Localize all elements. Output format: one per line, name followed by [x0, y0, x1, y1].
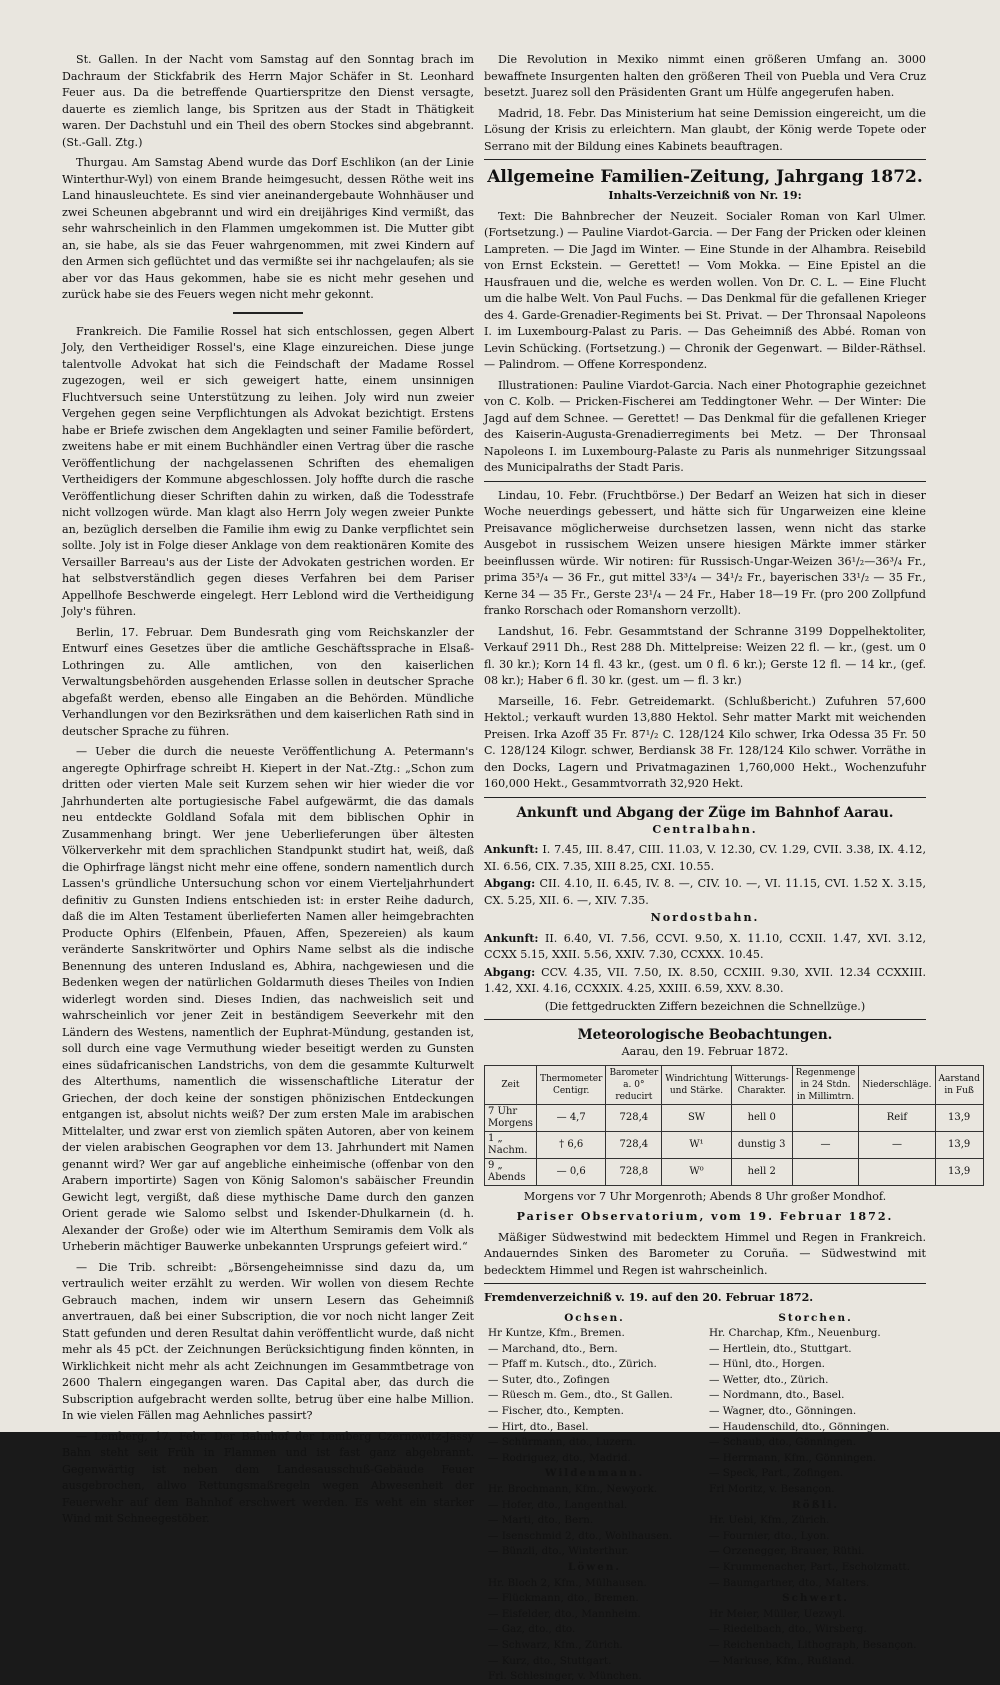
cell: — [792, 1131, 859, 1158]
centralbahn-heading: Centralbahn. [652, 822, 758, 836]
guest-entry: — Wetter, dto., Zürich. [709, 1373, 829, 1386]
cell: 728,4 [606, 1131, 662, 1158]
cell: W¹ [662, 1131, 732, 1158]
article-ophir: — Ueber die durch die neueste Veröffentlichung A. Petermann's angeregte Ophirfrage schreibt H. Kiepert in der Nat.-Ztg.: „Schon zum dritten oder vierten Male seit Kurzem sehen wir hier wieder die vor Jahrhunderten alte portugiesische Fabel aufgewärmt, die das damals neu entdeckte Goldland Sofala mit dem biblischen Ophir in Zusammenhang bringt. Wer jene Ueberlieferungen über ältesten Völkerverkehr mit dem sprachlichen Standpunkt studirt hat, weiß, daß die Ophirfrage längst nicht mehr eine offene, sondern namentlich durch Lassen's gründliche Untersuchung schon vor einem Vierteljahrhundert definitiv zu Gunsten Indiens entschieden ist: in erster Reihe dadurch, daß die im Alten Testament überlieferten Namen aller heimgebrachten Producte Ophirs (Elfenbein, Pfauen, Affen, Spezereien) als kaum veränderte Sanskritwörter und Ophirs Name selbst als die indische Benennung des unteren Indusland es, Abhira, nachgewiesen und die Bedenken wegen der natürlichen Goldarmuth dieses Theiles von Indien widerlegt worden sind. Dieses Indien, das nachweislich seit und wahrscheinlich vor jener Zeit in beständigem Seeverkehr mit den Ländern des Westens, namentlich der Euphrat-Mündung, gestanden ist, soll durch eine vage Vermuthung wieder beseitigt werden zu Gunsten eines südafricanischen Landstrichs, von dem die gesammte Kulturwelt des Alterthums, namentlich die wissenschaftliche Literatur der Griechen, der doch keine der sonstigen phönizischen Entdeckungen entgangen ist, absolut nichts weiß? Der zum ersten Male im arabischen Mittelalter, und zwar erst von ziemlich späten Autoren, aber von keinem der vielen arabischen Geographen vor dem 13. Jahrhundert mit Namen genannt wird? Wer gar auf angebliche einheimische (offenbar von den Arabern importirte) Sagen von König Salomon's sabäischer Freundin Gewicht legt, vergißt, daß diese mythische Dame durch den ganzen Orient gerade wie Salomo selbst und Iskender-Dhulkarnein (d. h. Alexander der Große) oder wie im Alterthum Semiramis dem Volk als Urheberin mächtiger Bauwerke unbekannten Ursprungs gefeiert wird.“ [62, 745, 474, 1253]
guest-entry: Hr. Uebi, Kfm., Zürich. [709, 1514, 830, 1527]
col-header: Regenmenge in 24 Stdn. in Millimtrn. [792, 1065, 859, 1104]
hotel-heading: Wildenmann. [544, 1467, 645, 1480]
section-divider [233, 312, 303, 314]
guest-entry: — Baumgartner, dto., Malters. [709, 1576, 870, 1589]
col-header: Barometer a. 0° reducirt [606, 1065, 662, 1104]
guest-entry: — Nordmann, dto., Basel. [709, 1389, 845, 1402]
guest-entry: — Rodriguez, dto., Madrid. [488, 1451, 631, 1464]
cell: — 4,7 [536, 1104, 606, 1131]
guest-entry: — Flückmann, dto., Bremen. [488, 1592, 639, 1605]
guest-entry: Frl. Schlesinger, v. München. [488, 1670, 642, 1683]
guest-entry: — Fournier, dto., Lyon. [709, 1529, 830, 1542]
fremden-list [484, 1311, 926, 1685]
paris-title: Pariser Observatorium, vom 19. Februar 1872. [516, 1210, 894, 1223]
cell: 13,9 [935, 1131, 983, 1158]
hotel-heading: Storchen. [778, 1311, 853, 1324]
hotel-heading: Ochsen. [564, 1311, 625, 1324]
guest-entry: Hr. Bloch 2, Kfm., Mülhausen. [488, 1576, 647, 1589]
guest-entry: — Schwarz, Kfm., Zürich. [488, 1638, 623, 1651]
guest-entry: — Riedelbach, dto., Wirsberg. [709, 1623, 867, 1636]
cell: Reif [859, 1104, 935, 1131]
col-header: Aarstand in Fuß [935, 1065, 983, 1104]
article-mexiko: Die Revolution in Mexiko nimmt einen größeren Umfang an. 3000 bewaffnete Insurgenten halten den größeren Theil von Puebla und Vera Cruz besetzt. Juarez soll den Präsidenten Grant um Hülfe angegerufen haben. [484, 53, 926, 99]
section-divider [484, 159, 926, 160]
fremden-column-left [484, 1311, 705, 1685]
familien-subtitle: Inhalts-Verzeichniß von Nr. 19: [608, 189, 802, 202]
train-times: I. 7.45, III. 8.47, CIII. 11.03, V. 12.30, CV. 1.29, CVII. 3.38, IX. 4.12, XI. 6.56, CIX. 7.35, XIII 8.25, CXI. 10.55. [484, 843, 926, 873]
guest-entry: — Markuse, Kfm., Rußland. [709, 1654, 855, 1667]
cell: SW [662, 1104, 732, 1131]
cell: † 6,6 [536, 1131, 606, 1158]
trains-note: (Die fettgedruckten Ziffern bezeichnen die Schnellzüge.) [544, 999, 866, 1013]
guest-entry: — Haudenschild, dto., Gönningen. [709, 1420, 890, 1433]
guest-entry: — Pfaff m. Kutsch., dto., Zürich. [488, 1358, 657, 1371]
guest-entry: — Herrmann, Kfm., Gönningen. [709, 1451, 876, 1464]
article-trib: — Die Trib. schreibt: „Börsengeheimnisse sind dazu da, um vertraulich weiter erzählt zu werden. Wir wollen von diesem Rechte Gebrauch machen, indem wir unsern Lesern das Geheimniß anvertrauen, daß bei einer Subscription, die vor noch nicht langer Zeit Statt gefunden und deren Resultat dahin veröffentlicht wurde, daß nicht mehr als 45 pCt. der Zeichnungen Berücksichtigung finden könnten, in Wirklichkeit nicht mehr als acht Zeichnungen im Gesammtbetrage von 2600 Thalern eingegangen waren. Das Capital aber, das durch die Subscription aufgebracht werden sollte, betrug über eine halbe Million. In wie vielen Fällen mag Aehnliches passirt? [62, 1260, 474, 1422]
train-row [484, 965, 926, 998]
right-column [484, 52, 980, 1685]
cell [792, 1158, 859, 1185]
col-header: Thermometer Centigr. [536, 1065, 606, 1104]
cell [792, 1104, 859, 1131]
market-landshut: Landshut, 16. Febr. Gesammtstand der Schranne 3199 Doppelhektoliter, Verkauf 2911 Dh., Rest 288 Dh. Mittelpreise: Weizen 22 fl. — kr., (gest. um 0 fl. 30 kr.); Korn 14 fl. 43 kr., (gest. um 0 fl. 6 kr.); Gerste 12 fl. — 14 kr., (gef. 08 kr.); Haber 6 fl. 30 kr. (gest. um — fl. 3 kr.) [484, 624, 926, 687]
guest-entry: — Hofer, dto., Langenthal. [488, 1498, 628, 1511]
article-berlin: Berlin, 17. Februar. Dem Bundesrath ging vom Reichskanzler der Entwurf eines Gesetzes über die amtliche Geschäftssprache in Elsaß-Lothringen zu. Alle amtlichen, von den kaiserlichen Verwaltungsbehörden ausgehenden Erlasse sollen in deutscher Sprache abgefaßt werden, ebenso alle Eingaben an die Behörden. Mündliche Verhandlungen vor den Bezirksräthen und dem kaiserlichen Rath sind in deutscher Sprache zu führen. [62, 625, 474, 738]
guest-entry: — Bünzli, dto., Winterthur. [488, 1545, 629, 1558]
cell: 13,9 [935, 1104, 983, 1131]
train-label: Abgang: [484, 877, 536, 890]
cell: 1 „ Nachm. [485, 1131, 537, 1158]
guest-entry: — Krummenacher, Part., Escholzmatt. [709, 1561, 910, 1573]
guest-entry: Hr. Charchap, Kfm., Neuenburg. [709, 1327, 881, 1340]
cell: 9 „ Abends [485, 1158, 537, 1185]
fremden-column-right [705, 1311, 926, 1685]
market-marseille: Marseille, 16. Febr. Getreidemarkt. (Schlußbericht.) Zufuhren 57,600 Hektol.; verkauft wurden 13,880 Hektol. Sehr matter Markt mit weichenden Preisen. Irka Azoff 35 Fr. 87¹/₂ C. 128/124 Kilo schwer, Irka Odessa 35 Fr. 50 C. 128/124 Kilogr. schwer, Berdiansk 38 Fr. 128/124 Kilo schwer. Vorräthe in den Docks, Lagern und Privatmagazinen 1,760,000 Hekt., Wochenzufuhr 160,000 Hekt., Gesammtvorrath 32,920 Hekt. [484, 694, 926, 790]
train-label: Ankunft: [484, 931, 539, 945]
col-header: Witterungs-Charakter. [731, 1065, 792, 1104]
col-header: Windrichtung und Stärke. [662, 1065, 732, 1104]
train-row [484, 842, 926, 875]
article-thurgau: Thurgau. Am Samstag Abend wurde das Dorf Eschlikon (an der Linie Winterthur-Wyl) von einem Brande heimgesucht, dessen Röthe weit ins Land hinausleuchtete. Es sind vier aneinandergebaute Wohnhäuser und zwei Scheunen abgebrannt und wird ein dreijähriges Kind vermißt, das sehr wahrscheinlich in den Flammen umgekommen ist. Die Mutter gibt an, sie habe, als sie das Feuer wahrgenommen, mit zwei Kindern auf den Armen sich geflüchtet und das vermißte sei ihr nachgelaufen; als sie aber vor das Haus gekommen, habe sie es nicht mehr gesehen und zurück habe sie des Feuers wegen nicht mehr gekonnt. [62, 156, 474, 301]
trains-title: Ankunft und Abgang der Züge im Bahnhof Aarau. [516, 804, 894, 821]
guest-entry: — Reichenbach, Lithograph, Besançon. [709, 1638, 917, 1651]
cell [859, 1158, 935, 1185]
guest-entry: — Speck, Part., Zofingen. [709, 1467, 843, 1480]
col-header: Zeit [485, 1065, 537, 1104]
familien-title: Allgemeine Familien-Zeitung, Jahrgang 1872. [487, 167, 923, 187]
nordostbahn-heading: Nordostbahn. [650, 911, 760, 924]
hotel-heading: Löwen. [568, 1561, 621, 1573]
cell: hell 2 [731, 1158, 792, 1185]
train-label: Ankunft: [484, 843, 539, 856]
market-lindau: Lindau, 10. Febr. (Fruchtbörse.) Der Bedarf an Weizen hat sich in dieser Woche neuerdings gebessert, und hätte sich für Ungarweizen eine kleine Preisavance möglicherweise durchsetzen lassen, wenn nicht das starke Ausgebot in russischem Weizen unsere hiesigen Märkte immer stärker beeinflussen würde. Wir notiren: für Russisch-Ungar-Weizen 36¹/₂—36³/₄ Fr., prima 35³/₄ — 36 Fr., gut mittel 33³/₄ — 34¹/₂ Fr., bayerischen 33¹/₂ — 35 Fr., Kerne 34 — 35 Fr., Gerste 23¹/₄ — 24 Fr., Haber 18—19 Fr. (pro 200 Zollpfund franko Rorschach oder Romanshorn verzollt). [484, 488, 926, 617]
guest-entry: Frl Moritz, v. Besançon. [709, 1483, 835, 1496]
table-row [485, 1104, 984, 1131]
cell: 13,9 [935, 1158, 983, 1185]
train-times: CCV. 4.35, VII. 7.50, IX. 8.50, CCXIII. 9.30, XVII. 12.34 CCXXIII. 1.42, XXI. 4.16, CCXXIX. 4.25, XXIII. 6.59, XXV. 8.30. [484, 965, 926, 995]
met-note: Morgens vor 7 Uhr Morgenroth; Abends 8 Uhr großer Mondhof. [523, 1189, 887, 1203]
hotel-heading: Schwert. [782, 1592, 849, 1605]
guest-entry: Hr. Brochmann, Kfm., Newyork. [488, 1483, 658, 1496]
col-header: Niederschläge. [859, 1065, 935, 1104]
familien-text: Text: Die Bahnbrecher der Neuzeit. Socialer Roman von Karl Ulmer. (Fortsetzung.) — Pauline Viardot-Garcia. — Der Fang der Pricken oder kleinen Lampreten. — Die Jagd im Winter. — Eine Stunde in der Alhambra. Reisebild von Ernst Eckstein. — Gerettet! — Vom Mokka. — Eine Epistel an die Hausfrauen und die, welche es werden wollen. Von Dr. C. L. — Eine Flucht um die halbe Welt. Von Paul Fuchs. — Das Denkmal für die gefallenen Krieger des 4. Garde-Grenadier-Regiments bei St. Privat. — Der Thronsaal Napoleons I. im Luxembourg-Palast zu Paris. — Das Geheimniß des Abbé. Roman von Levin Schücking. (Fortsetzung.) — Chronik der Gegenwart. — Bilder-Räthsel. — Palindrom. — Offene Korrespondenz. [484, 209, 926, 371]
train-row [484, 876, 926, 909]
cell: 728,4 [606, 1104, 662, 1131]
cell: 7 Uhr Morgens [485, 1104, 537, 1131]
article-madrid: Madrid, 18. Febr. Das Ministerium hat seine Demission eingereicht, um die Lösung der Krisis zu erleichtern. Man glaubt, der König werde Topete oder Serrano mit der Bildung eines Kabinets beauftragen. [484, 106, 926, 153]
met-title: Meteorologische Beobachtungen. [577, 1027, 833, 1043]
guest-entry: — Fischer, dto., Kempten. [488, 1405, 624, 1418]
cell: — [859, 1131, 935, 1158]
hotel-heading: Rößli. [792, 1498, 839, 1511]
section-divider [484, 1019, 926, 1020]
guest-entry: Hr Meier, Müller, Uezwyl. [709, 1607, 846, 1620]
guest-entry: — Hünl, dto., Horgen. [709, 1358, 825, 1371]
weather-table [484, 1065, 984, 1186]
cell: hell 0 [731, 1104, 792, 1131]
train-row [484, 931, 926, 964]
cell: — 0,6 [536, 1158, 606, 1185]
guest-entry: — Schaub, dto., Gönningen. [709, 1436, 857, 1449]
weather-header-row [485, 1065, 984, 1104]
left-column [62, 52, 474, 1532]
guest-entry: — Schürmann, dto., Luzern. [488, 1436, 637, 1449]
guest-entry: Hr Kuntze, Kfm., Bremen. [488, 1327, 625, 1340]
article-frankreich: Frankreich. Die Familie Rossel hat sich entschlossen, gegen Albert Joly, den Vertheidiger Rossel's, eine Klage einzureichen. Diese junge talentvolle Advokat hat sich die Feindschaft der Madame Rossel zugezogen, weil er sich geweigert hatte, einem unsinnigen Fluchtversuch seine Unterstützung zu leihen. Joly wird nun zweier Vergehen gegen seine Verpflichtungen als Advokat bezichtigt. Erstens habe er Briefe zwischen dem Angeklagten und seiner Familie befördert, zweitens habe er mit einem Buchhändler einen Vertrag über die rasche Veröffentlichung der nachgelassenen Schriften des ehemaligen Vertheidigers der Kommune abgeschlossen. Joly hoffte durch die rasche Veröffentlichung dieser Schriften dahin zu wirken, daß die Todesstrafe nicht vollzogen würde. Man klagt also Herrn Joly wegen zweier Punkte an, bezüglich derselben die Familie ihm ewig zu Danke verpflichtet sein sollte. Joly ist in Folge dieser Anklage von dem reaktionären Komite des Versailler Barreau's aus der Liste der Advokaten gestrichen worden. Er hat selbstverständlich gegen dieses Verfahren bei dem Pariser Appellhofe Beschwerde eingelegt. Herr Leblond wird die Vertheidigung Joly's führen. [62, 324, 474, 618]
cell: 728,8 [606, 1158, 662, 1185]
guest-entry: — Isenschmid 2, dto., Wohlhausen. [488, 1529, 673, 1542]
cell: dunstig 3 [731, 1131, 792, 1158]
cell: W⁰ [662, 1158, 732, 1185]
guest-entry: — Eisfelder, dto., Mannheim. [488, 1607, 641, 1620]
guest-entry: — Suter, dto., Zofingen [488, 1373, 610, 1386]
train-times: II. 6.40, VI. 7.56, CCVI. 9.50, X. 11.10, CCXII. 1.47, XVI. 3.12, CCXX 5.15, XXII. 5.56, XXIV. 7.30, CCXXX. 10.45. [484, 931, 926, 961]
article-lemberg: — Lemberg, 17. Febr. Der Bahnhof der Lemberg Czernowitz-Jassy Bahn steht seit Früh in Flammen und ist fast ganz abgebrannt. Gegenwärtig ist neben dem Landesausschuß-Gebäude Feuer ausgebrochen, allwo Rettungsmaßregeln wegen Abwesenheit der Feuerwehr auf dem Bahnhof erschwert werden. Es weht ein starker Wind mit Schneegestöber. [62, 1429, 474, 1525]
train-label: Abgang: [484, 965, 536, 979]
familien-illustrations: Illustrationen: Pauline Viardot-Garcia. Nach einer Photographie gezeichnet von C. Kolb. — Pricken-Fischerei am Teddingtoner Wehr. — Der Winter: Die Jagd auf dem Schnee. — Gerettet! — Das Denkmal für die gefallenen Krieger des Kaiserin-Augusta-Grenadierregiments bei Metz. — Der Thronsaal Napoleons I. im Luxembourg-Palaste zu Paris als nunmehriger Sitzungssaal des Municipalraths der Stadt Paris. [484, 378, 926, 474]
guest-entry: — Kurz, dto., Stuttgart. [488, 1654, 612, 1667]
section-divider [484, 1283, 926, 1284]
table-row [485, 1158, 984, 1185]
guest-entry: — Marchand, dto., Bern. [488, 1342, 618, 1355]
section-divider [484, 481, 926, 482]
guest-entry: — Wagner, dto., Gönningen. [709, 1405, 857, 1418]
guest-entry: — Hertlein, dto., Stuttgart. [709, 1342, 852, 1355]
paris-text: Mäßiger Südwestwind mit bedecktem Himmel und Regen in Frankreich. Andauerndes Sinken des Barometer zu Coruña. — Südwestwind mit bedecktem Himmel und Regen ist wahrscheinlich. [484, 1230, 926, 1277]
guest-entry: — Orzenegger, Brauer, Rüthi. [709, 1545, 865, 1558]
guest-entry: — Gaz, dto., dto. [488, 1623, 576, 1636]
met-date: Aarau, den 19. Februar 1872. [621, 1045, 789, 1058]
article-st-gallen: St. Gallen. In der Nacht vom Samstag auf den Sonntag brach im Dachraum der Stickfabrik des Herrn Major Schäfer in St. Leonhard Feuer aus. Da die betreffende Quartierspritze den Dienst versagte, dauerte es ziemlich lange, bis Spritzen aus der Stadt in Thätigkeit waren. Der Dachstuhl und ein Theil des obern Stockes sind abgebrannt. (St.-Gall. Ztg.) [62, 53, 474, 149]
table-row [485, 1131, 984, 1158]
guest-entry: — Hirt, dto., Basel. [488, 1420, 589, 1433]
section-divider [484, 797, 926, 798]
guest-entry: — Rüesch m. Gem., dto., St Gallen. [488, 1389, 673, 1402]
fremden-title: Fremdenverzeichniß v. 19. auf den 20. Februar 1872. [484, 1291, 814, 1304]
train-times: CII. 4.10, II. 6.45, IV. 8. —, CIV. 10. —, VI. 11.15, CVI. 1.52 X. 3.15, CX. 5.25, XII. 6. —, XIV. 7.35. [484, 877, 926, 907]
guest-entry: — Marti, dto., Bern. [488, 1514, 594, 1527]
